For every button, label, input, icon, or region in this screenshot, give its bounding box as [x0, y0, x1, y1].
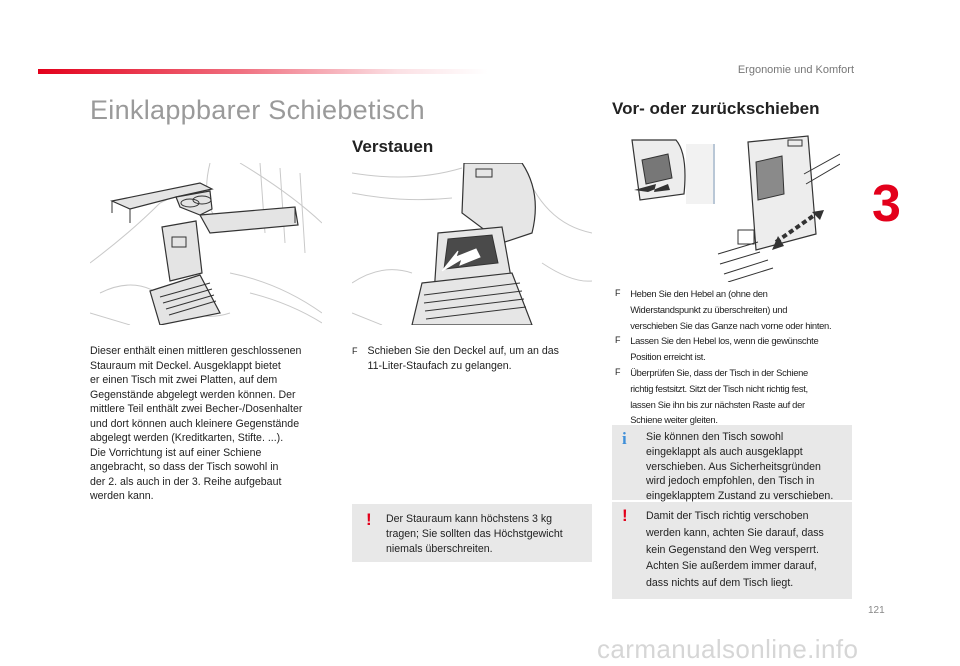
- chapter-number: 3: [872, 175, 901, 233]
- storage-heading: Verstauen: [352, 137, 434, 156]
- section-title: Ergonomie und Komfort: [737, 64, 854, 76]
- storage-bullet: F Schieben Sie den Deckel auf, um an das 11-Liter-Staufach zu gelangen.: [352, 345, 559, 372]
- warning-icon: !: [366, 510, 372, 529]
- slide-bullets: F Heben Sie den Hebel an (ohne den Widerstandspunkt zu überschreiten) und verschieben Sie das Ganze nach vorne oder hinten. F Lassen Sie den Hebel los, wenn die gewünschte Position erreicht ist. F Überprüfen Sie, dass der Tisch in der Schiene richtig festsitzt. Sitzt der Tisch nicht richtig fest, lassen Sie ihn bis zur nächsten Raste auf der Schiene weiter gleiten.: [615, 286, 855, 428]
- page-number: 121: [868, 605, 885, 616]
- header-accent-bar: [38, 69, 488, 74]
- page-title: Einklappbarer Schiebetisch: [90, 95, 425, 125]
- slide-warning-box: ! Damit der Tisch richtig verschoben werden kann, achten Sie darauf, dass kein Gegenstand den Weg versperrt. Achten Sie außerdem immer darauf, dass nichts auf dem Tisch liegt.: [612, 502, 852, 599]
- bullet-icon: F: [615, 288, 621, 298]
- table-illustration: [90, 163, 322, 325]
- info-box: i Sie können den Tisch sowohl eingeklappt als auch ausgeklappt verschieben. Aus Sicherheitsgründen wird jedoch empfohlen, den Tisch in eingeklapptem Zustand zu verschieben.: [612, 425, 852, 500]
- storage-warning-box: ! Der Stauraum kann höchstens 3 kg tragen; Sie sollten das Höchstgewicht niemals überschreiten.: [352, 504, 592, 562]
- info-icon: i: [622, 429, 627, 448]
- watermark: carmanualsonline.info: [597, 634, 859, 664]
- slide-heading: Vor- oder zurückschieben: [612, 99, 820, 118]
- bullet-icon: F: [352, 346, 358, 356]
- slide-illustration: [628, 134, 840, 282]
- bullet-icon: F: [615, 366, 621, 377]
- storage-illustration: [352, 163, 592, 325]
- intro-text: Dieser enthält einen mittleren geschlossenen Stauraum mit Deckel. Ausgeklappt bietet er einen Tisch mit zwei Platten, auf dem Gegenstände abgelegt werden können. Der mittlere Teil enthält zwei Becher-/Dosenhalter und dort können auch kleinere Gegenstände abgelegt werden (Kreditkarten, Stifte. ...). Die Vorrichtung ist auf einer Schiene angebracht, so dass der Tisch sowohl in der 2. als auch in der 3. Reihe aufgebaut werden kann.: [90, 345, 303, 502]
- bullet-icon: F: [615, 335, 621, 346]
- warning-icon: !: [622, 506, 628, 525]
